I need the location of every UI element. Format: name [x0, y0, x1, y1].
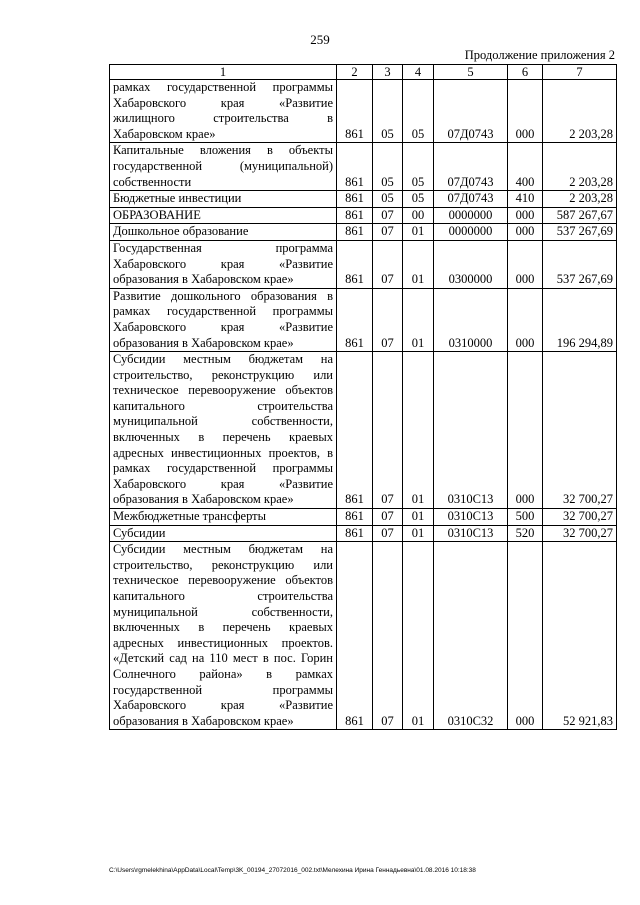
table-row — [110, 207, 617, 224]
cell-section: 05 — [373, 191, 403, 208]
cell-grbs: 861 — [337, 542, 373, 730]
cell-grbs: 861 — [337, 525, 373, 542]
cell-expense-type: 000 — [508, 240, 543, 288]
cell-amount: 32 700,27 — [543, 352, 617, 509]
table-row — [110, 352, 617, 509]
cell-name: Дошкольное образование — [110, 224, 337, 241]
cell-subsection: 01 — [403, 525, 434, 542]
cell-subsection: 05 — [403, 191, 434, 208]
cell-expense-type: 000 — [508, 224, 543, 241]
cell-subsection: 01 — [403, 509, 434, 526]
table-row — [110, 509, 617, 526]
cell-expense-type: 400 — [508, 143, 543, 191]
cell-grbs: 861 — [337, 352, 373, 509]
budget-table — [109, 64, 617, 730]
cell-target-article: 0310С13 — [434, 509, 508, 526]
column-header: 5 — [434, 65, 508, 80]
cell-grbs: 861 — [337, 191, 373, 208]
cell-subsection: 05 — [403, 143, 434, 191]
cell-subsection: 01 — [403, 542, 434, 730]
cell-amount: 537 267,69 — [543, 224, 617, 241]
cell-target-article: 0310000 — [434, 288, 508, 351]
page-number: 259 — [310, 32, 330, 47]
column-header: 4 — [403, 65, 434, 80]
cell-subsection: 01 — [403, 352, 434, 509]
cell-section: 07 — [373, 525, 403, 542]
cell-expense-type: 500 — [508, 509, 543, 526]
table-row — [110, 525, 617, 542]
cell-expense-type: 000 — [508, 352, 543, 509]
cell-subsection: 01 — [403, 240, 434, 288]
cell-expense-type: 000 — [508, 542, 543, 730]
cell-target-article: 07Д0743 — [434, 143, 508, 191]
table-header-row — [110, 65, 617, 80]
cell-subsection: 00 — [403, 207, 434, 224]
cell-subsection: 05 — [403, 80, 434, 143]
cell-grbs: 861 — [337, 80, 373, 143]
cell-target-article: 0310С13 — [434, 525, 508, 542]
cell-expense-type: 000 — [508, 207, 543, 224]
cell-target-article: 07Д0743 — [434, 191, 508, 208]
cell-grbs: 861 — [337, 509, 373, 526]
cell-name: Субсидии местным бюджетам на строительство, реконструкцию или техническое перевооружение объектов капитального строительства муниципальной собственности, включенных в перечень краевых адресных инвестиционных проектов. «Детский сад на 110 мест в пос. Горин Солнечного района» в рамках государственной программы Хабаровского края «Развитие образования в Хабаровском крае» — [110, 542, 337, 730]
cell-target-article: 0000000 — [434, 224, 508, 241]
cell-subsection: 01 — [403, 224, 434, 241]
cell-amount: 196 294,89 — [543, 288, 617, 351]
cell-section: 05 — [373, 143, 403, 191]
cell-section: 07 — [373, 224, 403, 241]
cell-name: Бюджетные инвестиции — [110, 191, 337, 208]
cell-section: 07 — [373, 207, 403, 224]
cell-expense-type: 520 — [508, 525, 543, 542]
cell-section: 07 — [373, 542, 403, 730]
cell-grbs: 861 — [337, 207, 373, 224]
cell-name: Развитие дошкольного образования в рамках государственной программы Хабаровского края «Развитие образования в Хабаровском крае» — [110, 288, 337, 351]
cell-section: 05 — [373, 80, 403, 143]
cell-expense-type: 410 — [508, 191, 543, 208]
cell-amount: 52 921,83 — [543, 542, 617, 730]
cell-subsection: 01 — [403, 288, 434, 351]
cell-target-article: 0300000 — [434, 240, 508, 288]
table-row — [110, 240, 617, 288]
cell-section: 07 — [373, 240, 403, 288]
cell-grbs: 861 — [337, 240, 373, 288]
cell-grbs: 861 — [337, 288, 373, 351]
continuation-note: Продолжение приложения 2 — [464, 48, 615, 62]
cell-name: Государственная программа Хабаровского края «Развитие образования в Хабаровском крае» — [110, 240, 337, 288]
cell-name: ОБРАЗОВАНИЕ — [110, 207, 337, 224]
cell-target-article: 0000000 — [434, 207, 508, 224]
table-row — [110, 80, 617, 143]
cell-target-article: 07Д0743 — [434, 80, 508, 143]
column-header: 7 — [543, 65, 617, 80]
cell-grbs: 861 — [337, 143, 373, 191]
cell-amount: 537 267,69 — [543, 240, 617, 288]
table-row — [110, 143, 617, 191]
cell-section: 07 — [373, 288, 403, 351]
cell-name: Межбюджетные трансферты — [110, 509, 337, 526]
cell-section: 07 — [373, 352, 403, 509]
cell-name: Капитальные вложения в объекты государственной (муниципальной) собственности — [110, 143, 337, 191]
cell-name: Субсидии — [110, 525, 337, 542]
column-header: 6 — [508, 65, 543, 80]
cell-amount: 32 700,27 — [543, 509, 617, 526]
cell-amount: 2 203,28 — [543, 191, 617, 208]
column-header: 2 — [337, 65, 373, 80]
column-header: 1 — [110, 65, 337, 80]
table-row — [110, 288, 617, 351]
cell-target-article: 0310С13 — [434, 352, 508, 509]
table-row — [110, 542, 617, 730]
cell-section: 07 — [373, 509, 403, 526]
cell-target-article: 0310С32 — [434, 542, 508, 730]
cell-expense-type: 000 — [508, 288, 543, 351]
cell-amount: 587 267,67 — [543, 207, 617, 224]
cell-grbs: 861 — [337, 224, 373, 241]
column-header: 3 — [373, 65, 403, 80]
cell-amount: 2 203,28 — [543, 143, 617, 191]
table-body — [110, 80, 617, 730]
cell-amount: 2 203,28 — [543, 80, 617, 143]
table-row — [110, 191, 617, 208]
file-path-footer: C:\Users\rgmelekhina\AppData\Local\Temp\3K_00194_27072016_002.txt\Мелехина Ирина Геннадьевна\01.08.2016 10:18:38 — [109, 867, 476, 874]
cell-amount: 32 700,27 — [543, 525, 617, 542]
cell-name: рамках государственной программы Хабаровского края «Развитие жилищного строительства в Хабаровском крае» — [110, 80, 337, 143]
cell-name: Субсидии местным бюджетам на строительство, реконструкцию или техническое перевооружение объектов капитального строительства муниципальной собственности, включенных в перечень краевых адресных инвестиционных проектов, в рамках государственной программы Хабаровского края «Развитие образования в Хабаровском крае» — [110, 352, 337, 509]
cell-expense-type: 000 — [508, 80, 543, 143]
table-row — [110, 224, 617, 241]
